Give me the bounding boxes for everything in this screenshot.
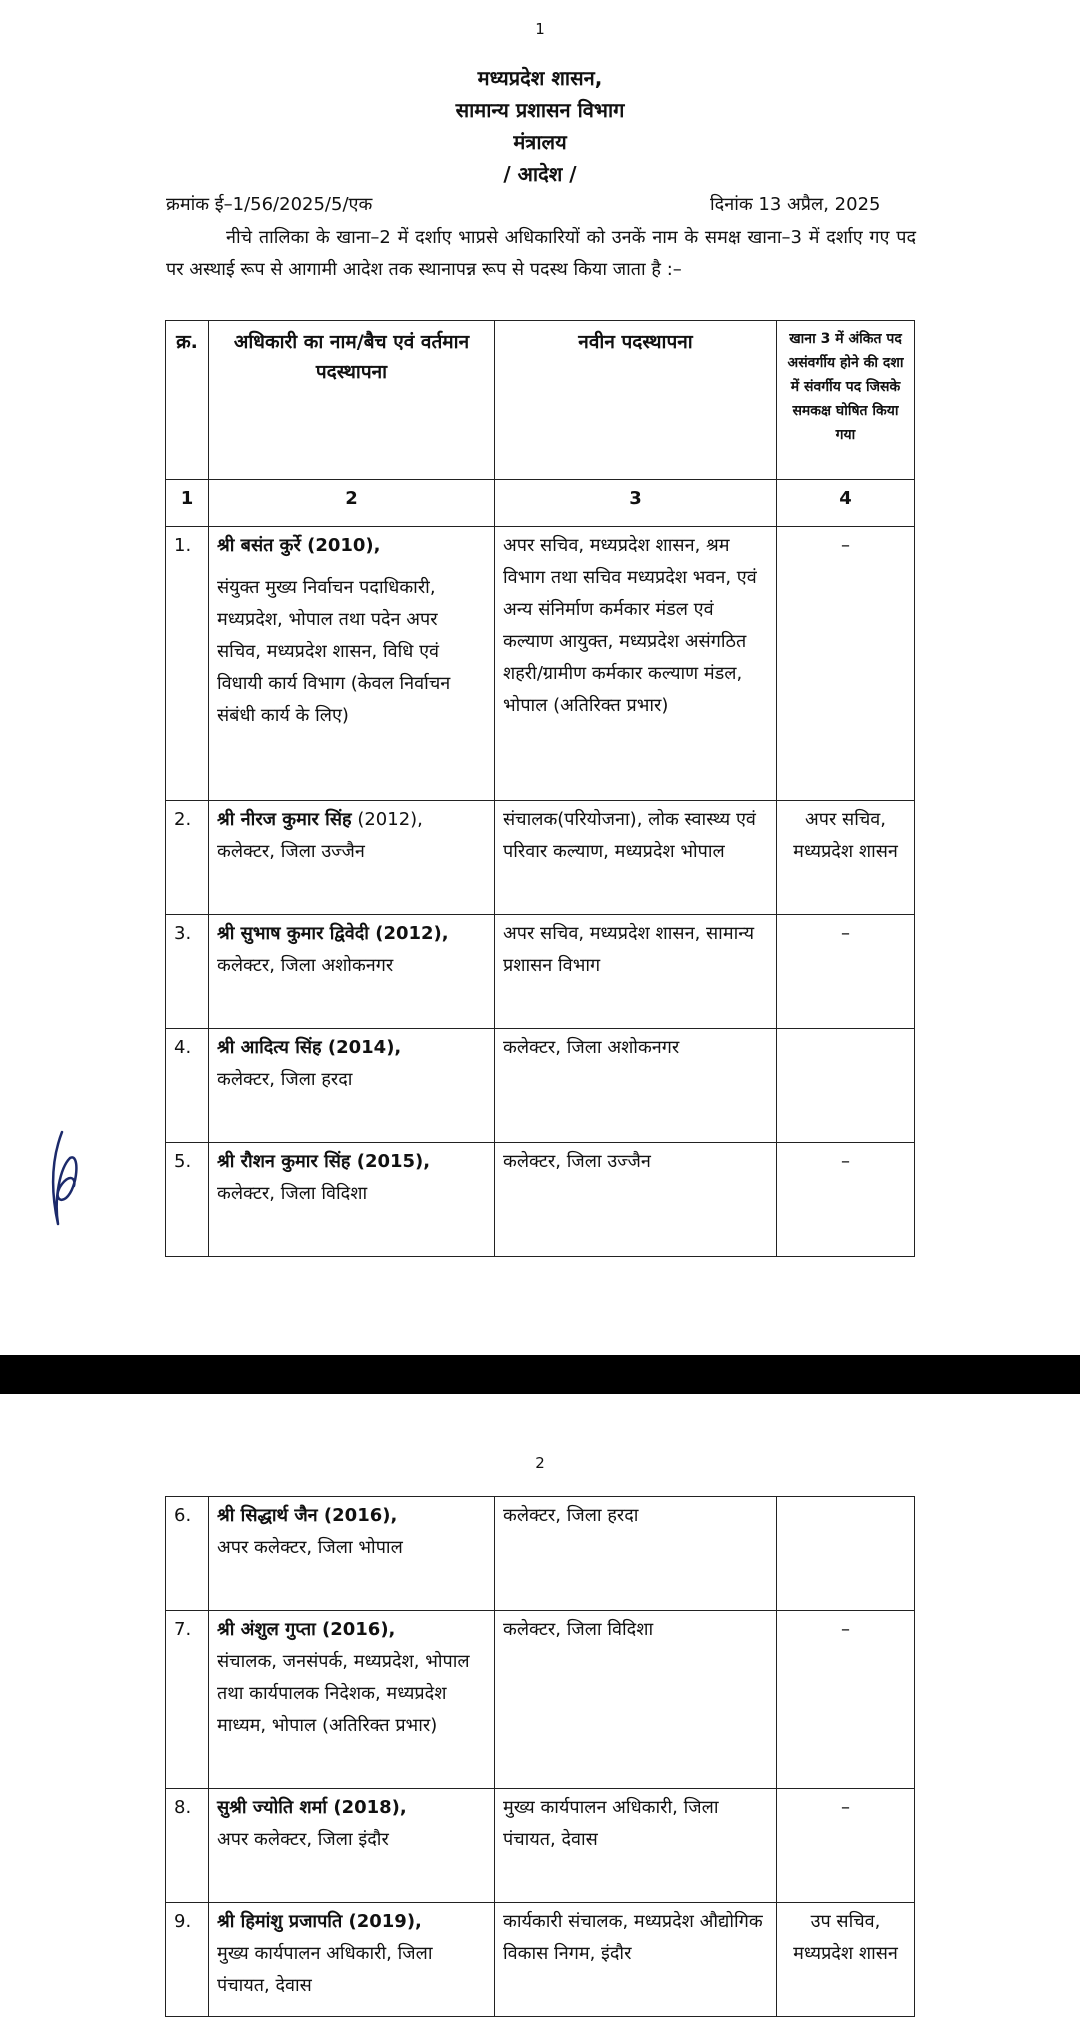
header-serial: क्र.	[166, 321, 209, 480]
current-posting: कलेक्टर, जिला विदिशा	[217, 1183, 368, 1204]
new-posting: अपर सचिव, मध्यप्रदेश शासन, सामान्य प्रशासन विभाग	[495, 915, 777, 1029]
officer-cell	[209, 801, 495, 915]
new-posting: अपर सचिव, मध्यप्रदेश शासन, श्रम विभाग तथा सचिव मध्यप्रदेश भवन, एवं अन्य संनिर्माण कर्मकार मंडल एवं कल्याण आयुक्त, मध्यप्रदेश असंगठित शहरी/ग्रामीण कर्मकार कल्याण मंडल, भोपाल (अतिरिक्त प्रभार)	[495, 527, 777, 801]
new-posting: मुख्य कार्यपालन अधिकारी, जिला पंचायत, देवास	[495, 1789, 777, 1903]
table-header-row	[166, 321, 915, 480]
officer-batch: (2012),	[357, 809, 423, 830]
serial-number: 5.	[166, 1143, 209, 1257]
officer-name: श्री सुभाष कुमार द्विवेदी (2012),	[217, 923, 449, 944]
serial-number: 8.	[166, 1789, 209, 1903]
equivalent-post: –	[777, 915, 915, 1029]
table-row	[166, 1029, 915, 1143]
document-page-2	[0, 1394, 1080, 2024]
government-title: मध्यप्रदेश शासन,	[477, 66, 603, 90]
header-officer: अधिकारी का नाम/बैच एवं वर्तमान पदस्थापना	[209, 321, 495, 480]
department-title: सामान्य प्रशासन विभाग	[455, 98, 625, 122]
column-number-row	[166, 480, 915, 527]
serial-number: 7.	[166, 1611, 209, 1789]
table-row	[166, 1903, 915, 2017]
table-row	[166, 801, 915, 915]
serial-number: 6.	[166, 1497, 209, 1611]
table-row	[166, 1497, 915, 1611]
new-posting: कलेक्टर, जिला विदिशा	[495, 1611, 777, 1789]
equivalent-post: –	[777, 1789, 915, 1903]
current-posting: अपर कलेक्टर, जिला भोपाल	[217, 1537, 403, 1558]
new-posting: कलेक्टर, जिला अशोकनगर	[495, 1029, 777, 1143]
page-number: 2	[535, 1454, 545, 1472]
officer-cell	[209, 1611, 495, 1789]
officer-name: श्री अंशुल गुप्ता (2016),	[217, 1619, 396, 1640]
equivalent-post: उप सचिव, मध्यप्रदेश शासन	[777, 1903, 915, 2017]
officer-name: सुश्री ज्योति शर्मा (2018),	[217, 1797, 407, 1818]
column-number: 4	[777, 480, 915, 527]
table-row	[166, 1611, 915, 1789]
officer-cell	[209, 527, 495, 801]
serial-number: 3.	[166, 915, 209, 1029]
equivalent-post: अपर सचिव, मध्यप्रदेश शासन	[777, 801, 915, 915]
new-posting: कलेक्टर, जिला हरदा	[495, 1497, 777, 1611]
current-posting: संयुक्त मुख्य निर्वाचन पदाधिकारी, मध्यप्रदेश, भोपाल तथा पदेन अपर सचिव, मध्यप्रदेश शासन, विधि एवं विधायी कार्य विभाग (केवल निर्वाचन संबंधी कार्य के लिए)	[217, 577, 451, 726]
equivalent-post	[777, 1497, 915, 1611]
officer-name: श्री हिमांशु प्रजापति (2019),	[217, 1911, 422, 1932]
column-number: 3	[495, 480, 777, 527]
posting-table-continued	[165, 1496, 915, 2017]
officer-name: श्री आदित्य सिंह (2014),	[217, 1037, 402, 1058]
officer-cell	[209, 1029, 495, 1143]
serial-number: 4.	[166, 1029, 209, 1143]
serial-number: 9.	[166, 1903, 209, 2017]
column-number: 1	[166, 480, 209, 527]
table-row	[166, 1143, 915, 1257]
order-number: क्रमांक ई–1/56/2025/5/एक	[166, 194, 373, 215]
equivalent-post: –	[777, 527, 915, 801]
header-new-posting: नवीन पदस्थापना	[495, 321, 777, 480]
header-equivalent-post: खाना 3 में अंकित पद असंवर्गीय होने की दशा में संवर्गीय पद जिसके समकक्ष घोषित किया गया	[777, 321, 915, 480]
officer-name: श्री रौशन कुमार सिंह (2015),	[217, 1151, 431, 1172]
signature-mark	[44, 1128, 84, 1228]
new-posting: कलेक्टर, जिला उज्जैन	[495, 1143, 777, 1257]
posting-table	[165, 320, 915, 1257]
table-row	[166, 915, 915, 1029]
equivalent-post: –	[777, 1611, 915, 1789]
page-number: 1	[535, 20, 545, 38]
officer-cell	[209, 1143, 495, 1257]
current-posting: कलेक्टर, जिला उज्जैन	[217, 841, 365, 862]
officer-cell	[209, 1497, 495, 1611]
officer-cell	[209, 1789, 495, 1903]
order-date: दिनांक 13 अप्रैल, 2025	[710, 194, 881, 215]
officer-cell	[209, 915, 495, 1029]
officer-cell	[209, 1903, 495, 2017]
current-posting: अपर कलेक्टर, जिला इंदौर	[217, 1829, 389, 1850]
new-posting: कार्यकारी संचालक, मध्यप्रदेश औद्योगिक विकास निगम, इंदौर	[495, 1903, 777, 2017]
ministry-title: मंत्रालय	[513, 130, 567, 154]
serial-number: 1.	[166, 527, 209, 801]
equivalent-post	[777, 1029, 915, 1143]
intro-text: नीचे तालिका के खाना–2 में दर्शाए भाप्रसे अधिकारियों को उनकें नाम के समक्ष खाना–3 में दर्शाए गए पद पर अस्थाई रूप से आगामी आदेश तक स्थानापन्न रूप से पदस्थ किया जाता है :–	[166, 227, 916, 280]
page-separator	[0, 1355, 1080, 1394]
current-posting: कलेक्टर, जिला हरदा	[217, 1069, 353, 1090]
serial-number: 2.	[166, 801, 209, 915]
column-number: 2	[209, 480, 495, 527]
new-posting: संचालक(परियोजना), लोक स्वास्थ्य एवं परिवार कल्याण, मध्यप्रदेश भोपाल	[495, 801, 777, 915]
current-posting: कलेक्टर, जिला अशोकनगर	[217, 955, 394, 976]
officer-name: श्री नीरज कुमार सिंह	[217, 809, 352, 830]
table-row	[166, 527, 915, 801]
order-title: / आदेश /	[503, 162, 577, 186]
officer-name: श्री सिद्धार्थ जैन (2016),	[217, 1505, 398, 1526]
equivalent-post: –	[777, 1143, 915, 1257]
current-posting: संचालक, जनसंपर्क, मध्यप्रदेश, भोपाल तथा कार्यपालक निदेशक, मध्यप्रदेश माध्यम, भोपाल (अतिरिक्त प्रभार)	[217, 1651, 470, 1736]
current-posting: मुख्य कार्यपालन अधिकारी, जिला पंचायत, देवास	[217, 1943, 433, 1996]
officer-name: श्री बसंत कुर्रे (2010),	[217, 535, 381, 556]
table-row	[166, 1789, 915, 1903]
intro-paragraph	[166, 222, 916, 286]
